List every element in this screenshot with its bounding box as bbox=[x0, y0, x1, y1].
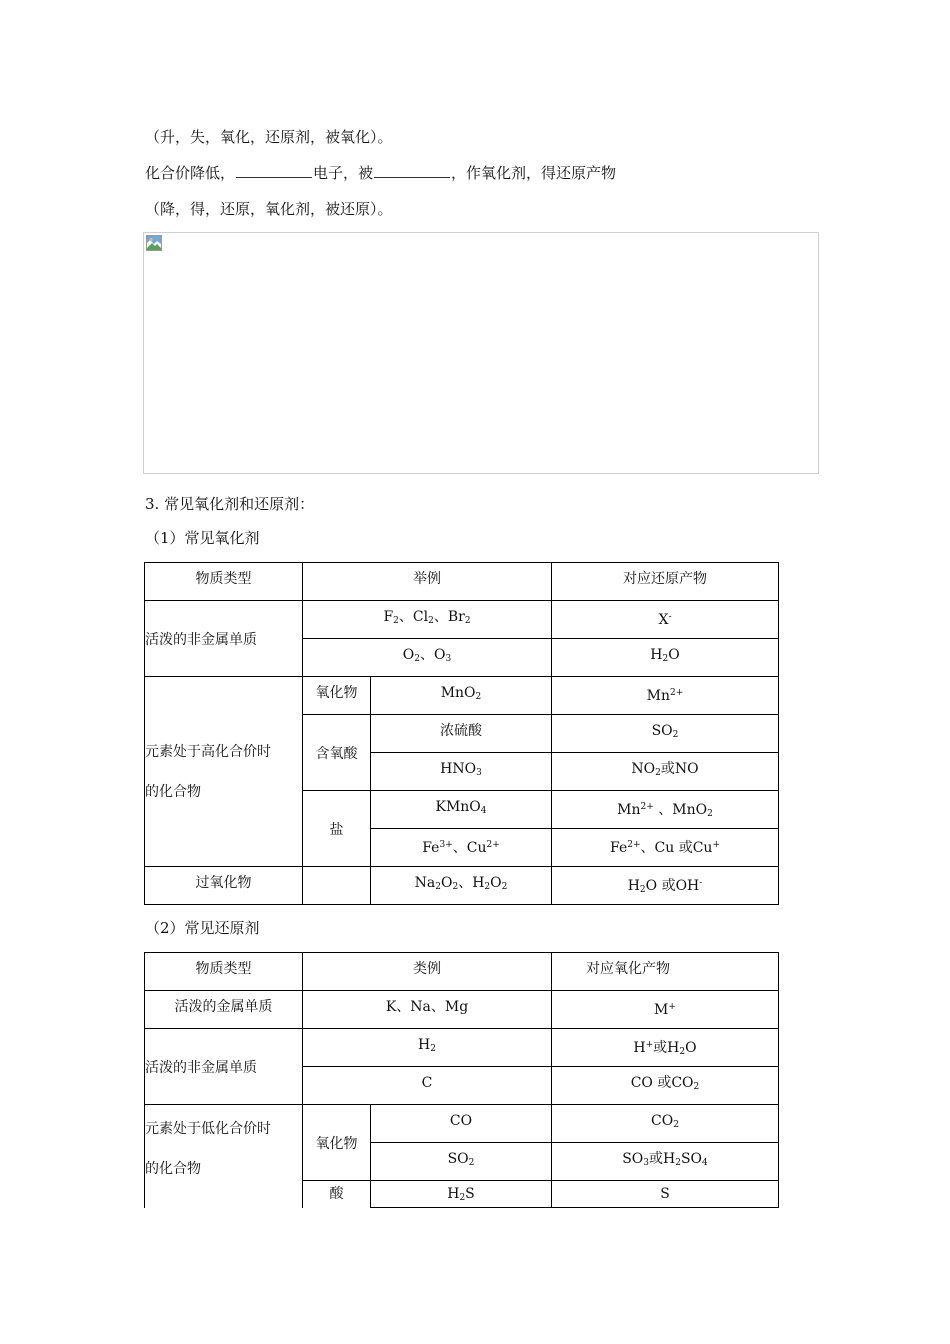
product-cell: X- bbox=[552, 601, 779, 639]
header-cell: 对应还原产物 bbox=[552, 563, 779, 601]
example-cell: $H_2S$ bbox=[371, 1181, 552, 1208]
reductant-heading: （2）常见还原剂 bbox=[145, 919, 260, 937]
table-row bbox=[145, 953, 779, 991]
oxidizer-table bbox=[144, 562, 779, 905]
subcategory-cell: 酸 bbox=[303, 1181, 371, 1208]
header-cell: 对应氧化产物 bbox=[552, 953, 779, 991]
fill-line-2: 化合价降低， 电子，被 ，作氧化剂，得还原产物 bbox=[145, 164, 617, 182]
subcategory-cell: 氧化物 bbox=[303, 1105, 371, 1181]
example-cell: $HNO_3$ bbox=[371, 753, 552, 791]
category-cell: 活泼的非金属单质 bbox=[145, 1029, 303, 1105]
product-cell: $H_2O$ 或OH- bbox=[552, 867, 779, 905]
example-cell: KMnO$_4$ bbox=[371, 791, 552, 829]
answer-line-3: （降，得，还原，氧化剂，被还原）。 bbox=[145, 200, 393, 218]
category-cell: 元素处于高化合价时 的化合物 bbox=[145, 677, 303, 867]
example-cell: 浓硫酸 bbox=[371, 715, 552, 753]
example-cell: MnO$_2$ bbox=[371, 677, 552, 715]
category-cell: 活泼的金属单质 bbox=[145, 991, 303, 1029]
product-cell: $Mn^{2+}$ 、MnO$_2$ bbox=[552, 791, 779, 829]
example-cell: $Fe^{3+}$、$Cu^{2+}$ bbox=[371, 829, 552, 867]
product-cell: $CO_2$ bbox=[552, 1105, 779, 1143]
example-cell: $SO_2$ bbox=[371, 1143, 552, 1181]
header-cell: 举例 bbox=[303, 563, 552, 601]
table-row bbox=[145, 1029, 779, 1067]
subcategory-cell: 盐 bbox=[303, 791, 371, 867]
reductant-table bbox=[144, 952, 779, 1208]
category-cell: 活泼的非金属单质 bbox=[145, 601, 303, 677]
product-cell: CO 或$CO_2$ bbox=[552, 1067, 779, 1105]
product-cell: $NO_2$或NO bbox=[552, 753, 779, 791]
example-cell: $H_2$ bbox=[303, 1029, 552, 1067]
product-cell: $SO_2$ bbox=[552, 715, 779, 753]
table-row bbox=[145, 1105, 779, 1143]
example-cell: CO bbox=[371, 1105, 552, 1143]
table-row bbox=[145, 677, 779, 715]
section-3-heading: 3. 常见氧化剂和还原剂： bbox=[145, 495, 315, 513]
blank-2[interactable] bbox=[374, 163, 450, 178]
example-cell: $Na_2O_2$、$H_2O_2$ bbox=[371, 867, 552, 905]
product-cell: H+或$H_2O$ bbox=[552, 1029, 779, 1067]
table-row bbox=[145, 601, 779, 639]
product-cell: $SO_3$或$H_2SO_4$ bbox=[552, 1143, 779, 1181]
table-row bbox=[145, 563, 779, 601]
table-row bbox=[145, 991, 779, 1029]
product-cell: M+ bbox=[552, 991, 779, 1029]
missing-image bbox=[143, 232, 819, 474]
subcategory-cell: 氧化物 bbox=[303, 677, 371, 715]
product-cell: $Fe^{2+}$、Cu 或Cu+ bbox=[552, 829, 779, 867]
example-cell: C bbox=[303, 1067, 552, 1105]
table-row bbox=[145, 867, 779, 905]
empty-cell bbox=[303, 867, 371, 905]
category-cell: 过氧化物 bbox=[145, 867, 303, 905]
header-cell: 类例 bbox=[303, 953, 552, 991]
subcategory-cell: 含氧酸 bbox=[303, 715, 371, 791]
example-cell: K、Na、Mg bbox=[303, 991, 552, 1029]
broken-image-icon bbox=[146, 235, 162, 251]
example-cell: $O_2$、$O_3$ bbox=[303, 639, 552, 677]
product-cell: $Mn^{2+}$ bbox=[552, 677, 779, 715]
product-cell: S bbox=[552, 1181, 779, 1208]
header-cell: 物质类型 bbox=[145, 563, 303, 601]
example-cell: $F_2$、$Cl_2$、$Br_2$ bbox=[303, 601, 552, 639]
header-cell: 物质类型 bbox=[145, 953, 303, 991]
product-cell: $H_2O$ bbox=[552, 639, 779, 677]
oxidizer-heading: （1）常见氧化剂 bbox=[145, 529, 260, 547]
category-cell: 元素处于低化合价时 的化合物 bbox=[145, 1105, 303, 1208]
answer-line-1: （升，失，氧化，还原剂，被氧化）。 bbox=[145, 128, 393, 146]
blank-1[interactable] bbox=[236, 163, 312, 178]
